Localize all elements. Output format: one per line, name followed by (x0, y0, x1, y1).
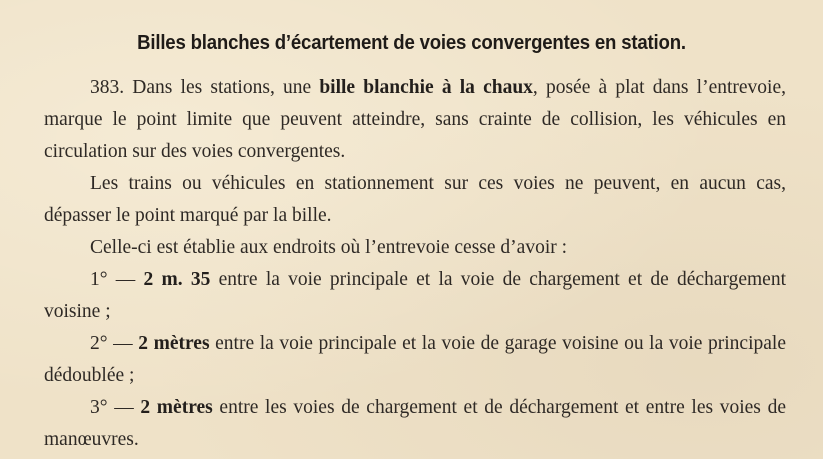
document-body (44, 72, 786, 456)
paragraph-383-rest: , posée à plat dans l’entrevoie, marque le point limite que peuvent atteindre, sans crainte de collision, les véhicules en circulation sur des voies convergentes. (44, 77, 786, 162)
paragraph-383 (44, 72, 786, 168)
paragraph-383-intro: 383. Dans les stations, une (90, 77, 320, 98)
paragraph-endroits: Celle-ci est établie aux endroits où l’entrevoie cesse d’avoir : (90, 237, 568, 258)
list-item-3-prefix: 3° — (90, 397, 141, 418)
list-item-1-text: entre la voie principale et la voie de chargement et de déchargement voisine ; (44, 269, 786, 322)
paragraph-383-emphasis: bille blanchie à la chaux (319, 77, 533, 98)
list-item-3-text: entre les voies de chargement et de déchargement et entre les voies de manœuvres. (44, 397, 786, 450)
paragraph-stationnement: Les trains ou véhicules en stationnement sur ces voies ne peuvent, en aucun cas, dépasser le point marqué par la bille. (44, 173, 786, 226)
section-heading: Billes blanches d’écartement de voies convergentes en station. (137, 32, 686, 54)
list-item-3 (44, 392, 786, 456)
list-item-2 (44, 328, 786, 392)
list-item-1-prefix: 1° — (90, 269, 144, 290)
list-item-2-text: entre la voie principale et la voie de garage voisine ou la voie principale dédoublée ; (44, 333, 786, 386)
list-item-1 (44, 264, 786, 328)
list-item-3-value: 2 mètres (140, 397, 213, 418)
list-item-2-prefix: 2° — (90, 333, 139, 354)
list-item-1-value: 2 m. 35 (143, 269, 211, 290)
list-item-2-value: 2 mètres (138, 333, 210, 354)
